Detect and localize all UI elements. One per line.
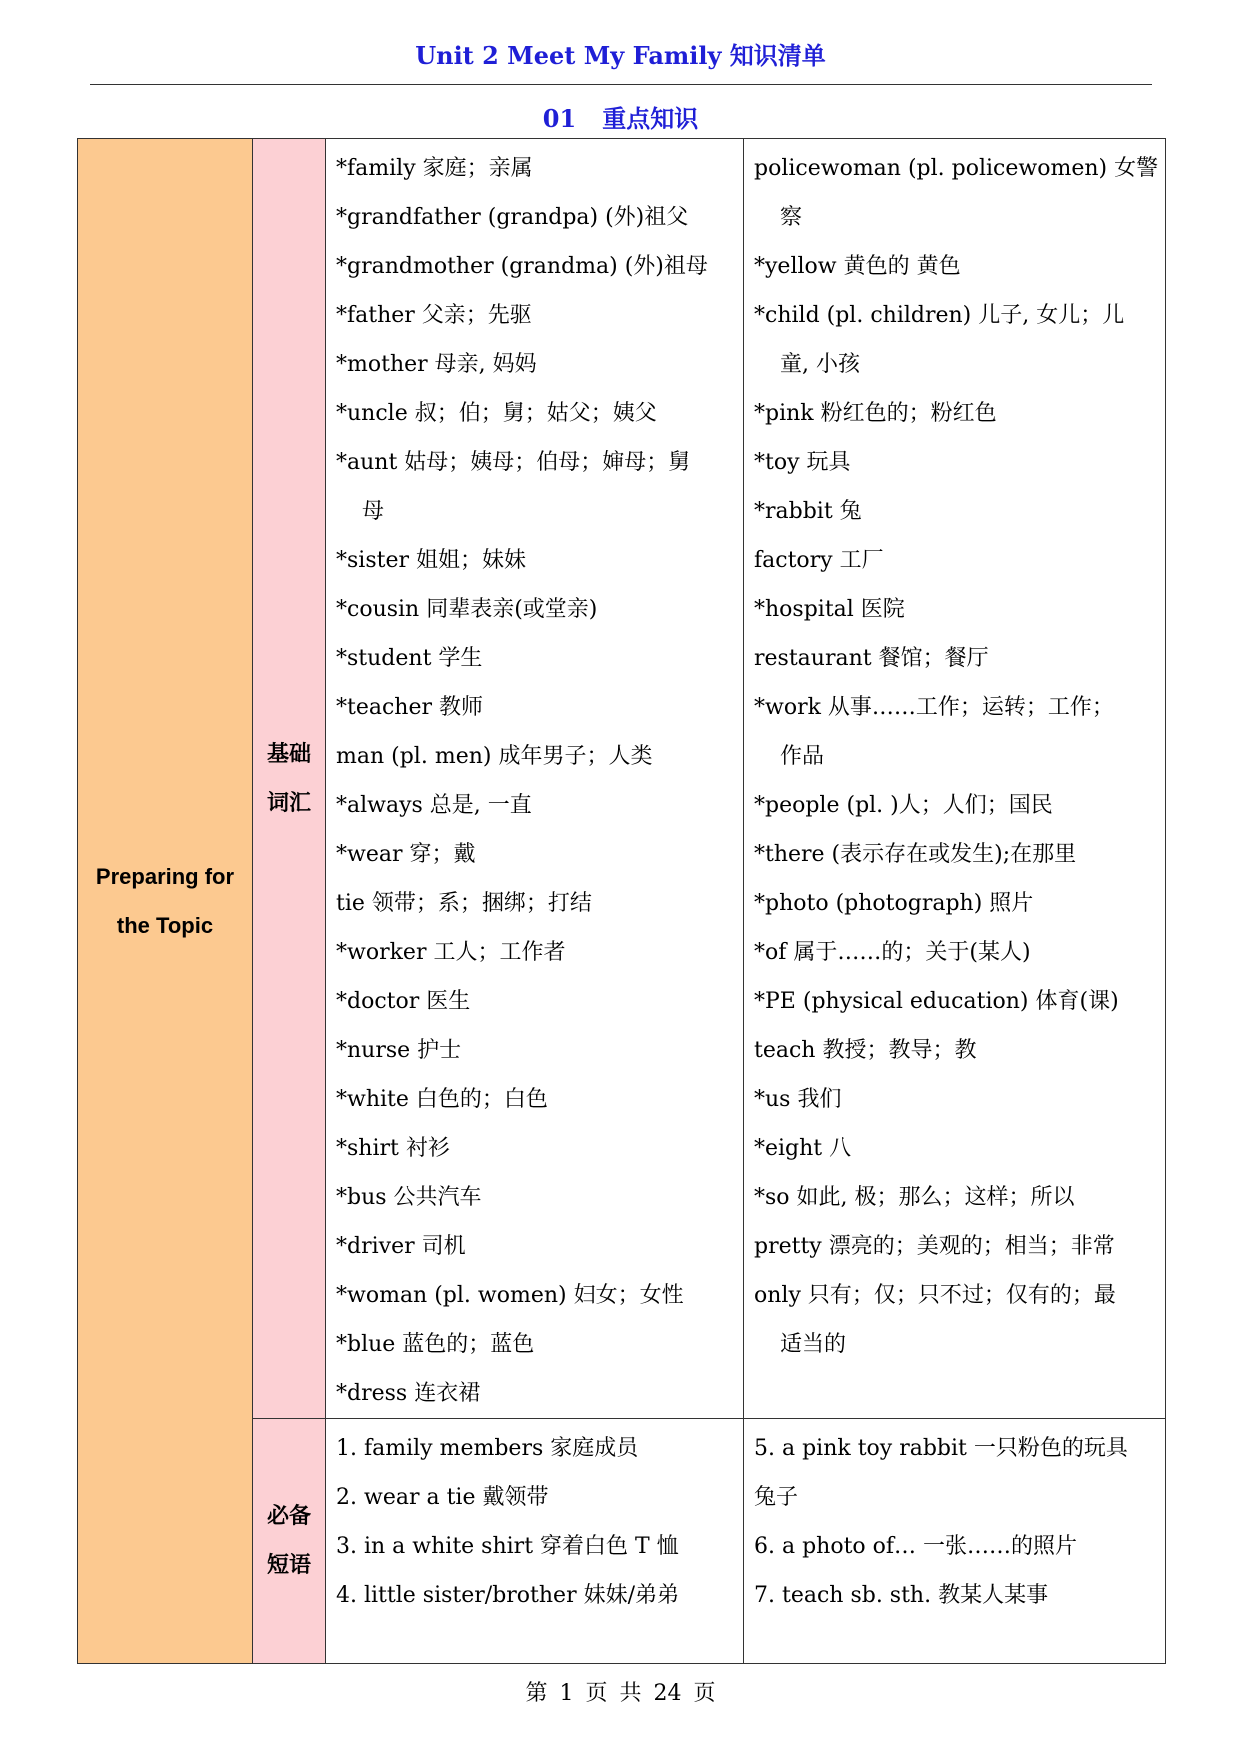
section-label: 重点知识 <box>602 104 699 133</box>
phrase-category-cell <box>253 1419 326 1664</box>
vocab-item: only 只有；仅；只不过；仅有的；最 <box>754 1283 1116 1308</box>
vocab-item: *child (pl. children) 儿子, 女儿；儿 <box>754 303 1125 328</box>
topic-line-2: the Topic <box>116 913 214 938</box>
vocab-item: *bus 公共汽车 <box>336 1185 482 1210</box>
vocab-item: restaurant 餐馆；餐厅 <box>754 646 989 671</box>
footer-label: 页 <box>693 1681 716 1706</box>
vocab-item: *toy 玩具 <box>754 450 851 475</box>
vocab-item: *nurse 护士 <box>336 1038 462 1063</box>
vocab-item: *family 家庭；亲属 <box>336 156 533 181</box>
vocab-item: *yellow 黄色的 黄色 <box>754 254 961 279</box>
phrase-left-column <box>326 1419 744 1664</box>
topic-line-1: Preparing for <box>95 864 235 889</box>
footer-label: 第 <box>525 1681 548 1706</box>
vocab-item: *so 如此, 极；那么；这样；所以 <box>754 1185 1075 1210</box>
knowledge-table <box>77 138 1166 1664</box>
vocab-item: pretty 漂亮的；美观的；相当；非常 <box>754 1234 1115 1259</box>
phrase-item: 1. family members 家庭成员 <box>336 1436 639 1461</box>
vocab-item-continuation: 适当的 <box>780 1332 847 1357</box>
vocab-item: *PE (physical education) 体育(课) <box>754 989 1119 1014</box>
vocab-item: *sister 姐姐；妹妹 <box>336 548 526 573</box>
vocab-item: *cousin 同辈表亲(或堂亲) <box>336 597 598 622</box>
vocab-label-1: 基础 <box>266 741 311 767</box>
section-number: 01 <box>542 104 577 133</box>
vocab-item: tie 领带；系；捆绑；打结 <box>336 891 592 916</box>
vocab-item: *eight 八 <box>754 1136 852 1161</box>
footer-label: 页 <box>585 1681 608 1706</box>
vocab-item: *hospital 医院 <box>754 597 905 622</box>
vocab-item: *aunt 姑母；姨母；伯母；婶母；舅 <box>336 450 691 475</box>
phrase-item: 6. a photo of… 一张……的照片 <box>754 1534 1078 1559</box>
vocab-label-2: 词汇 <box>266 790 311 816</box>
vocab-item: *mother 母亲, 妈妈 <box>336 352 537 377</box>
vocab-item-continuation: 察 <box>780 205 803 230</box>
phrase-right-column <box>744 1419 1166 1664</box>
vocab-item: *white 白色的；白色 <box>336 1087 548 1112</box>
vocab-item: *work 从事……工作；运转；工作； <box>754 695 1114 720</box>
vocab-item: *us 我们 <box>754 1087 842 1112</box>
vocab-item: *student 学生 <box>336 646 483 671</box>
vocab-item: factory 工厂 <box>754 548 884 573</box>
phrase-label-2: 短语 <box>266 1553 311 1578</box>
vocab-row <box>78 139 1166 1419</box>
vocab-item: *wear 穿；戴 <box>336 842 476 867</box>
vocab-item-continuation: 母 <box>362 499 385 524</box>
phrase-label-1: 必备 <box>266 1504 311 1529</box>
vocab-item: *worker 工人；工作者 <box>336 940 566 965</box>
header-divider <box>90 84 1152 85</box>
vocab-item: *rabbit 兔 <box>754 499 862 524</box>
vocab-item-continuation: 作品 <box>780 744 825 769</box>
phrase-item: 4. little sister/brother 妹妹/弟弟 <box>336 1583 679 1608</box>
vocab-item: *always 总是, 一直 <box>336 793 532 818</box>
phrase-item: 3. in a white shirt 穿着白色 T 恤 <box>336 1534 679 1559</box>
vocab-right-column <box>744 139 1166 1419</box>
vocab-item: policewoman (pl. policewomen) 女警 <box>754 156 1159 181</box>
vocab-item-continuation: 童, 小孩 <box>780 352 860 377</box>
vocab-item: *grandmother (grandma) (外)祖母 <box>336 254 708 279</box>
vocab-item: *uncle 叔；伯；舅；姑父；姨父 <box>336 401 657 426</box>
vocab-item: *grandfather (grandpa) (外)祖父 <box>336 205 689 230</box>
vocab-item: *dress 连衣裙 <box>336 1381 481 1406</box>
page-footer <box>0 1676 1241 1707</box>
vocab-item: *photo (photograph) 照片 <box>754 891 1034 916</box>
document-title: Unit 2 Meet My Family 知识清单 <box>415 41 826 70</box>
footer-label: 共 <box>619 1681 642 1706</box>
vocab-item: *of 属于……的；关于(某人) <box>754 940 1031 965</box>
phrase-item: 2. wear a tie 戴领带 <box>336 1485 549 1510</box>
phrase-item: 7. teach sb. sth. 教某人某事 <box>754 1583 1049 1608</box>
vocab-item: *there (表示存在或发生);在那里 <box>754 842 1077 867</box>
phrase-item: 5. a pink toy rabbit 一只粉色的玩具 <box>754 1436 1128 1461</box>
vocab-item: *teacher 教师 <box>336 695 483 720</box>
vocab-item: *father 父亲；先驱 <box>336 303 532 328</box>
vocab-item: *people (pl. )人；人们；国民 <box>754 793 1053 818</box>
page-current: 1 <box>559 1681 574 1706</box>
vocab-item: *driver 司机 <box>336 1234 466 1259</box>
page-total: 24 <box>653 1681 682 1706</box>
topic-cell <box>78 139 253 1664</box>
vocab-item: teach 教授；教导；教 <box>754 1038 977 1063</box>
section-heading <box>0 99 1241 134</box>
vocab-item: man (pl. men) 成年男子；人类 <box>336 744 653 769</box>
vocab-category-cell <box>253 139 326 1419</box>
vocab-item: *shirt 衬衫 <box>336 1136 450 1161</box>
vocab-item: *doctor 医生 <box>336 989 471 1014</box>
vocab-item: *woman (pl. women) 妇女；女性 <box>336 1283 684 1308</box>
vocab-left-column <box>326 139 744 1419</box>
vocab-item: *pink 粉红色的；粉红色 <box>754 401 997 426</box>
phrase-item-continuation: 兔子 <box>754 1485 799 1510</box>
vocab-item: *blue 蓝色的；蓝色 <box>336 1332 535 1357</box>
